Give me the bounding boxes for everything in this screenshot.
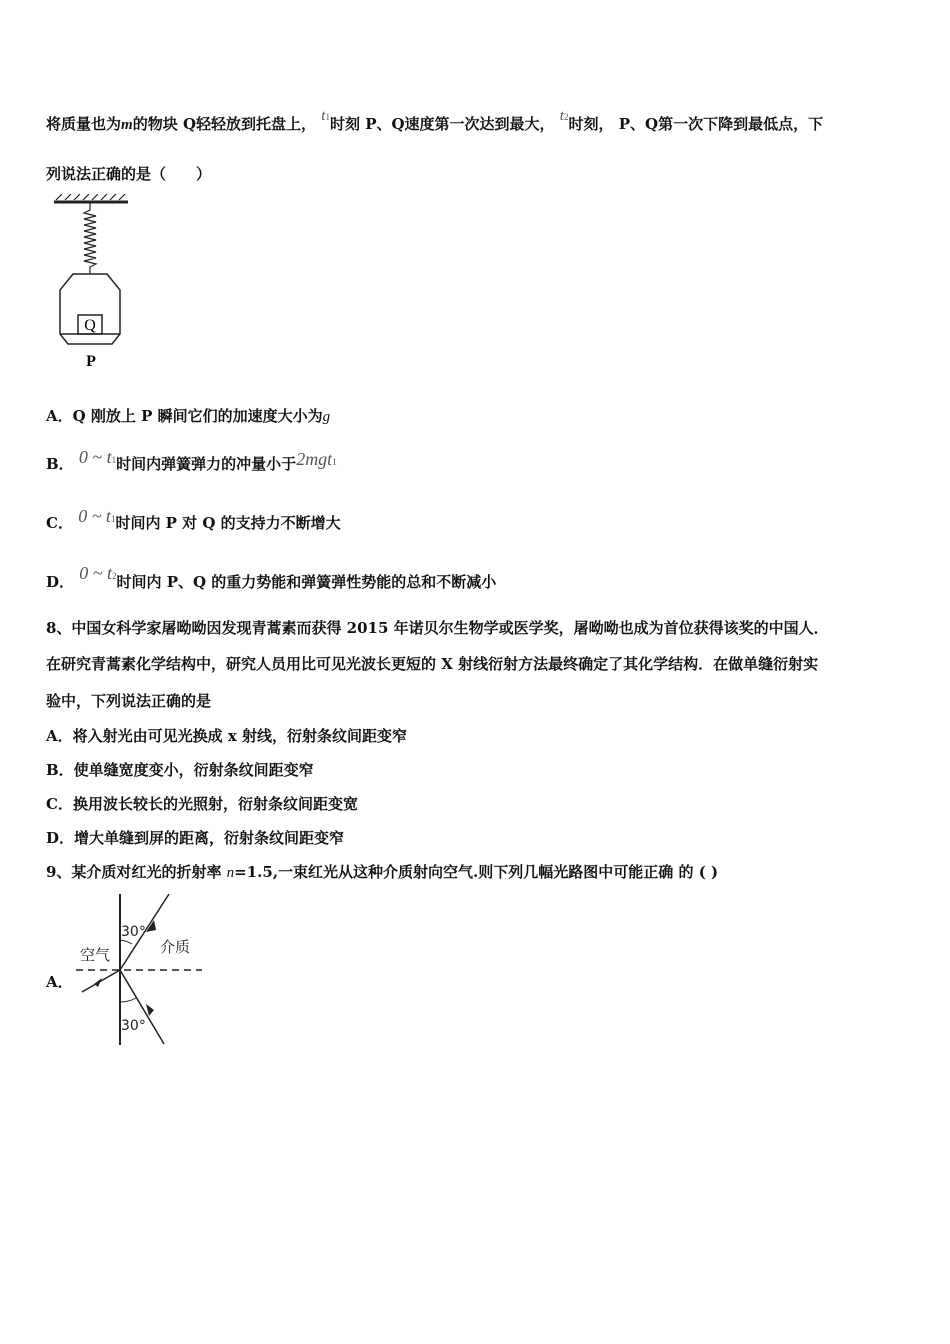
intro-text: 将质量也为 xyxy=(46,115,122,133)
air-label: 空气 xyxy=(80,946,111,964)
angle-top-label: 30° xyxy=(121,924,146,940)
option-letter: D． xyxy=(46,573,75,591)
var-g: g xyxy=(322,409,331,425)
option-letter: B． xyxy=(46,455,74,473)
q8-line-3: 验中，下列说法正确的是 xyxy=(46,692,212,710)
intro-text: 轻轻放到托盘上， xyxy=(196,115,317,133)
option-letter: C． xyxy=(46,514,73,532)
q9-text: =1.5,一束红光从这种介质射向空气.则下列几幅光路图中可能正确 的 ( ) xyxy=(234,863,719,881)
range-expr: 0 ~ t1 xyxy=(78,506,116,526)
q8-option-d[interactable]: D．增大单缝到屏的距离，衍射条纹间距变窄 xyxy=(46,829,345,847)
option-text: Q 刚放上 P 瞬间它们的加速度大小为 xyxy=(72,407,323,425)
block-q-label: Q xyxy=(84,317,96,334)
q8-line-1: 8、中国女科学家屠呦呦因发现青蒿素而获得 2015 年诺贝尔生物学或医学奖，屠呦呦也成为首位获得该奖的中国人． xyxy=(46,619,829,637)
var-n: n xyxy=(226,865,235,881)
arrow-icon xyxy=(94,978,102,987)
var-t2: t2 xyxy=(559,108,569,124)
arrow-icon xyxy=(146,1004,154,1016)
option-d[interactable] xyxy=(46,563,497,595)
option-b[interactable] xyxy=(46,447,337,477)
q9-stem xyxy=(46,861,718,884)
intro-line-1 xyxy=(46,108,824,137)
q8-option-b[interactable]: B．使单缝宽度变小，衍射条纹间距变窄 xyxy=(46,761,314,779)
ray-reflected xyxy=(82,970,120,992)
option-c[interactable] xyxy=(46,506,341,536)
spring xyxy=(84,203,96,274)
var-m: m xyxy=(121,117,133,133)
q8-option-a[interactable]: A．将入射光由可见光换成 x 射线，衍射条纹间距变窄 xyxy=(46,727,408,745)
spring-diagram xyxy=(48,194,138,374)
intro-text: 时刻， xyxy=(568,115,614,133)
q9-text: 9、某介质对红光的折射率 xyxy=(46,863,227,881)
q8-option-c[interactable]: C．换用波长较长的光照射，衍射条纹间距变宽 xyxy=(46,795,358,813)
intro-text: 的物块 xyxy=(132,115,178,133)
range-expr: 0 ~ t1 xyxy=(78,447,117,467)
option-text: 时间内弹簧弹力的冲量小于 xyxy=(116,455,297,473)
angle-arc xyxy=(120,940,132,944)
q9-option-a-letter[interactable]: A． xyxy=(46,973,73,991)
intro-line-2: 列说法正确的是（ ） xyxy=(46,165,212,183)
intro-text: 时刻 xyxy=(329,115,360,133)
range-expr: 0 ~ t2 xyxy=(79,563,117,583)
angle-arc xyxy=(120,998,136,1002)
q8-line-2: 在研究青蒿素化学结构中，研究人员用比可见光波长更短的 X 射线衍射方法最终确定了其化学结构．在做单缝衍射实 xyxy=(46,655,819,673)
refraction-diagram xyxy=(72,892,207,1047)
var-t1: t1 xyxy=(321,108,330,124)
label-pq: P、Q xyxy=(618,115,659,133)
option-a[interactable] xyxy=(46,405,330,428)
impulse-expr: 2mgt1 xyxy=(296,449,337,469)
label-pq: P、Q xyxy=(365,115,405,133)
option-text: 时间内 P、Q 的重力势能和弹簧弹性势能的总和不断减小 xyxy=(116,573,497,591)
option-letter: A． xyxy=(46,407,73,425)
pan-p-label: P xyxy=(86,353,96,370)
label-q: Q xyxy=(182,115,197,133)
option-text: 时间内 P 对 Q 的支持力不断增大 xyxy=(115,514,341,532)
ceiling-hatch xyxy=(56,194,125,200)
angle-bottom-label: 30° xyxy=(121,1018,146,1034)
intro-text: 第一次下降到最低点，下 xyxy=(658,115,824,133)
intro-text: 速度第一次达到最大， xyxy=(404,115,555,133)
medium-label: 介质 xyxy=(160,938,191,956)
